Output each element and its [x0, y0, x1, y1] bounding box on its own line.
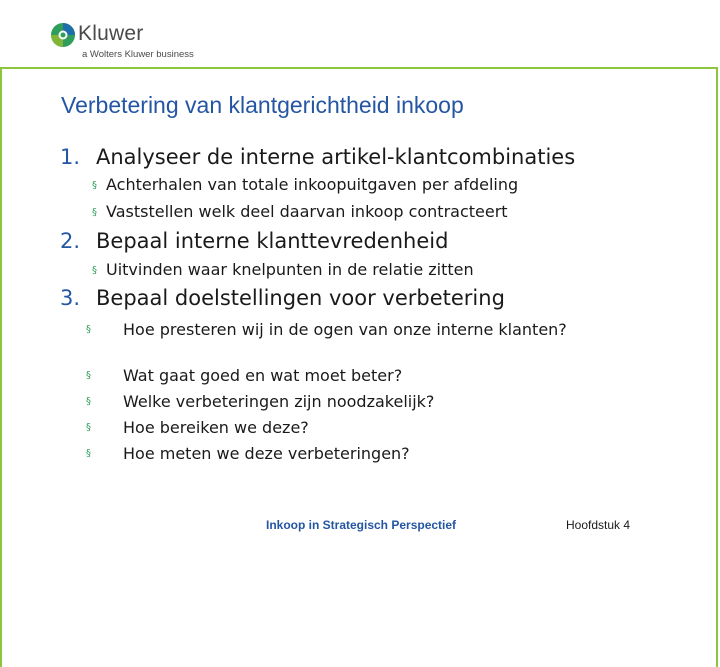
point-3-text: Bepaal doelstellingen voor verbetering [96, 286, 505, 310]
bullet-icon: § [86, 396, 91, 407]
subpoint-3-5-text: Hoe meten we deze verbeteringen? [123, 444, 410, 463]
bullet-icon: § [92, 265, 97, 276]
point-1 [60, 145, 575, 169]
footer-book-title: Inkoop in Strategisch Perspectief [266, 518, 457, 532]
subpoint-3-2 [86, 366, 606, 386]
point-2 [60, 229, 448, 253]
subpoint-3-3 [86, 392, 606, 412]
subpoint-2-1-text: Uitvinden waar knelpunten in de relatie zitten [106, 260, 474, 279]
subpoint-2-1 [92, 260, 474, 279]
subpoint-1-2-text: Vaststellen welk deel daarvan inkoop contracteert [106, 202, 508, 221]
bullet-icon: § [92, 207, 97, 218]
subpoint-3-1-text: Hoe presteren wij in de ogen van onze interne klanten? [123, 320, 567, 339]
footer-chapter: Hoofdstuk 4 [566, 518, 631, 532]
bullet-icon: § [86, 422, 91, 433]
subpoint-3-1 [86, 320, 606, 360]
point-3-number: 3. [60, 286, 81, 310]
subpoint-1-2 [92, 202, 508, 221]
point-2-text: Bepaal interne klanttevredenheid [96, 229, 449, 253]
bullet-icon: § [86, 324, 91, 335]
bullet-icon: § [92, 180, 97, 191]
point-2-number: 2. [60, 229, 81, 253]
brand-tagline: a Wolters Kluwer business [82, 49, 194, 60]
point-3 [60, 286, 505, 310]
subpoint-1-1 [92, 175, 518, 194]
bullet-icon: § [86, 370, 91, 381]
slide-title: Verbetering van klantgerichtheid inkoop [61, 92, 464, 118]
subpoint-3-4-text: Hoe bereiken we deze? [123, 418, 309, 437]
point-1-number: 1. [60, 145, 81, 169]
subpoint-3-4 [86, 418, 606, 438]
brand-name: Kluwer [78, 22, 144, 45]
kluwer-logo [48, 20, 248, 64]
kluwer-globe-icon [50, 22, 76, 48]
subpoint-3-3-text: Welke verbeteringen zijn noodzakelijk? [123, 392, 435, 411]
point-1-text: Analyseer de interne artikel-klantcombinaties [96, 145, 576, 169]
subpoint-3-5 [86, 444, 606, 464]
subpoint-1-1-text: Achterhalen van totale inkoopuitgaven per afdeling [106, 175, 519, 194]
subpoint-3-2-text: Wat gaat goed en wat moet beter? [123, 366, 403, 385]
bullet-icon: § [86, 448, 91, 459]
